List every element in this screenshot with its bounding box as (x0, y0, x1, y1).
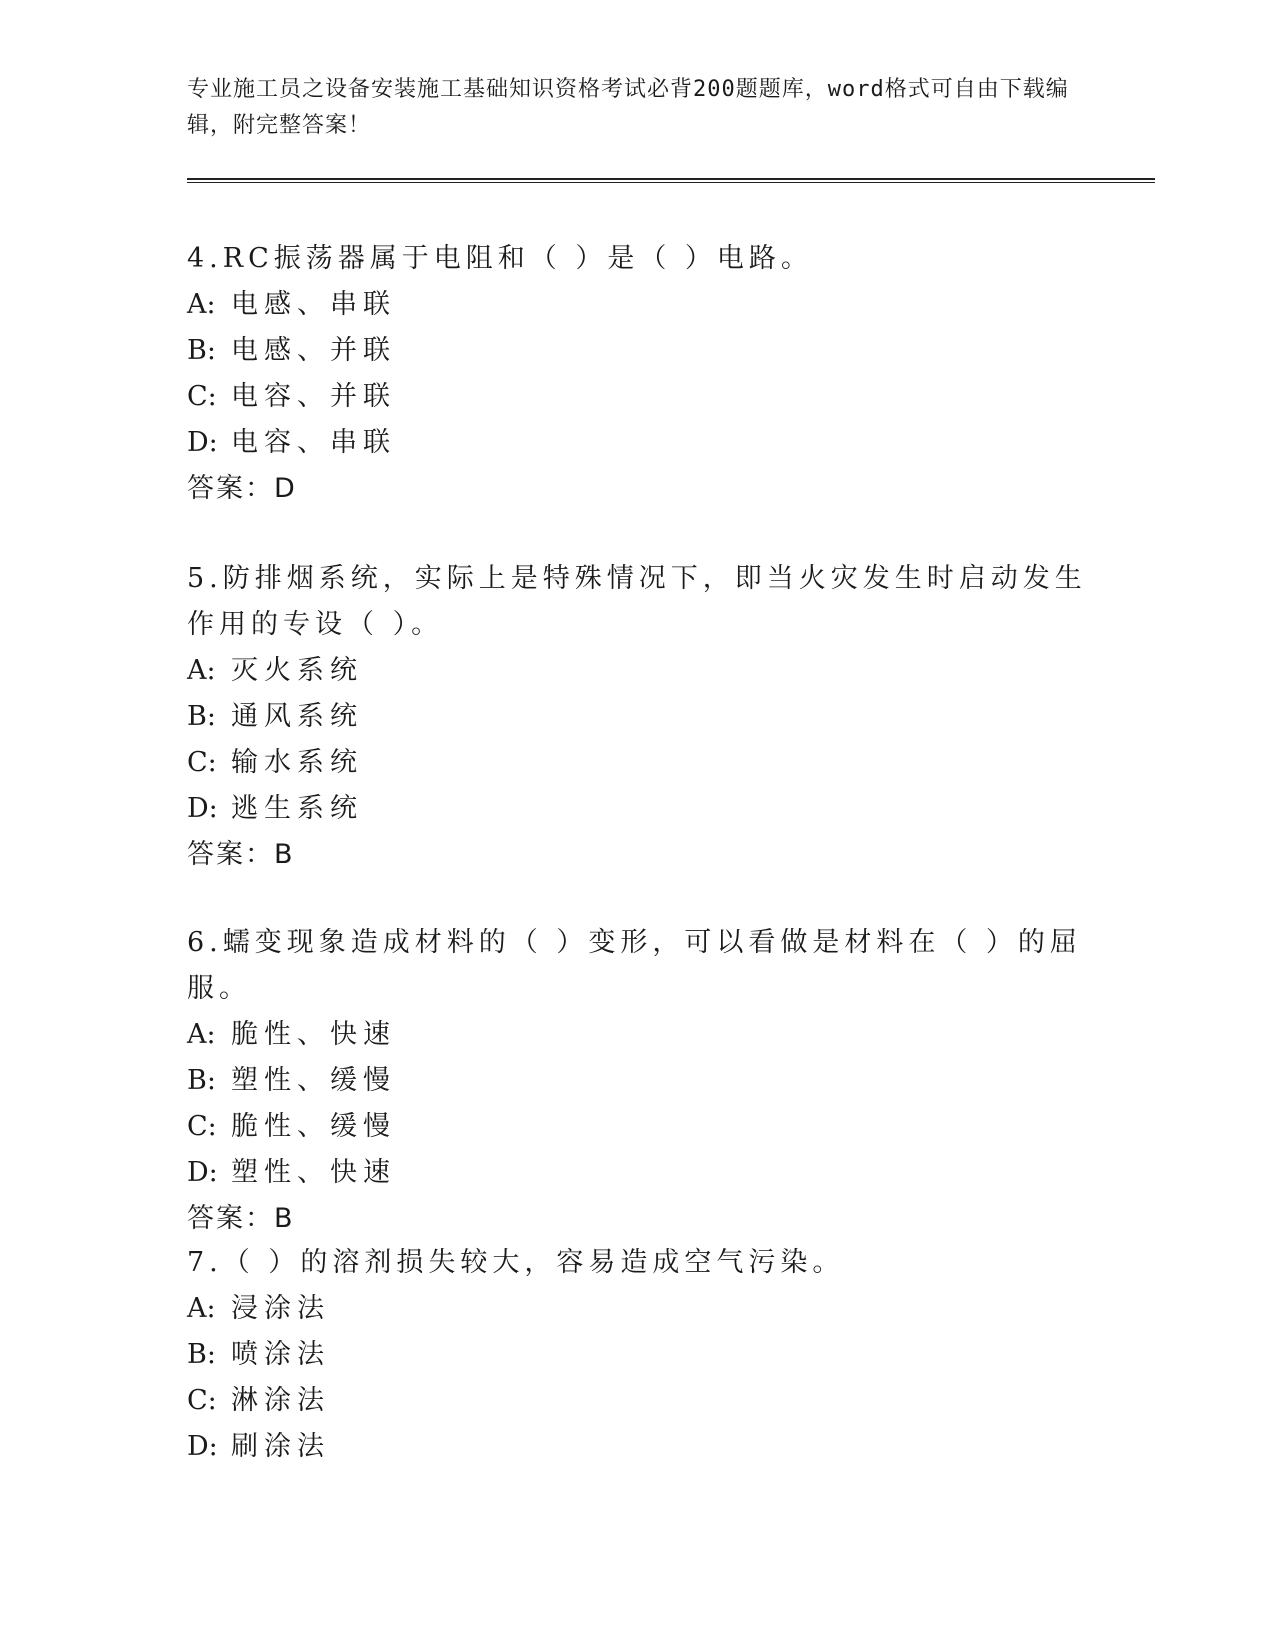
option-text: 喷涂法 (231, 1339, 330, 1370)
option-text: 通风系统 (231, 701, 363, 732)
question-6 (187, 920, 1087, 1242)
option-a (187, 1012, 1087, 1058)
option-letter: B: (187, 1339, 216, 1370)
document-header: 专业施工员之设备安装施工基础知识资格考试必背200题题库，word格式可自由下载编辑，附完整答案！ (187, 77, 1069, 138)
question-4 (187, 236, 1087, 512)
option-c (187, 740, 1087, 786)
option-c (187, 1378, 1087, 1424)
answer-line: 答案：B (187, 839, 295, 870)
option-text: 刷涂法 (231, 1431, 330, 1462)
option-d (187, 1424, 1087, 1470)
option-d (187, 420, 1087, 466)
option-text: 电容、串联 (231, 427, 396, 458)
option-a (187, 282, 1087, 328)
option-c (187, 374, 1087, 420)
option-a (187, 1286, 1087, 1332)
question-stem: 5.防排烟系统，实际上是特殊情况下，即当火灾发生时启动发生作用的专设（ ）。 (187, 563, 1087, 640)
option-letter: B: (187, 701, 216, 732)
option-text: 灭火系统 (231, 655, 363, 686)
option-text: 塑性、快速 (231, 1157, 396, 1188)
option-text: 逃生系统 (231, 793, 363, 824)
question-stem: 6.蠕变现象造成材料的（ ）变形，可以看做是材料在（ ）的屈服。 (187, 927, 1082, 1004)
answer-line: 答案：B (187, 1203, 295, 1234)
option-letter: A: (187, 655, 216, 686)
option-letter: D: (187, 1431, 218, 1462)
option-letter: C: (187, 1111, 217, 1142)
option-letter: A: (187, 1019, 216, 1050)
option-text: 淋涂法 (231, 1385, 330, 1416)
question-stem: 7.（ ）的溶剂损失较大，容易造成空气污染。 (187, 1247, 845, 1278)
option-text: 电感、串联 (231, 289, 396, 320)
header-divider (187, 178, 1155, 184)
option-text: 输水系统 (231, 747, 363, 778)
option-text: 浸涂法 (231, 1293, 330, 1324)
answer-line: 答案：D (187, 473, 297, 504)
option-d (187, 786, 1087, 832)
option-text: 电感、并联 (231, 335, 396, 366)
option-text: 电容、并联 (231, 381, 396, 412)
option-text: 脆性、快速 (231, 1019, 396, 1050)
option-letter: B: (187, 1065, 216, 1096)
question-7 (187, 1240, 1087, 1470)
header-divider-thin (187, 182, 1155, 183)
option-letter: A: (187, 289, 216, 320)
option-letter: D: (187, 427, 218, 458)
question-stem: 4.RC振荡器属于电阻和（ ）是（ ）电路。 (187, 243, 813, 274)
option-letter: C: (187, 1385, 217, 1416)
header-divider-thick (187, 178, 1155, 180)
option-b (187, 328, 1087, 374)
option-text: 脆性、缓慢 (231, 1111, 396, 1142)
question-5 (187, 556, 1087, 878)
option-letter: B: (187, 335, 216, 366)
option-text: 塑性、缓慢 (231, 1065, 396, 1096)
option-c (187, 1104, 1087, 1150)
option-letter: D: (187, 793, 218, 824)
option-d (187, 1150, 1087, 1196)
option-letter: C: (187, 381, 217, 412)
option-b (187, 1332, 1087, 1378)
option-a (187, 648, 1087, 694)
option-b (187, 694, 1087, 740)
option-letter: A: (187, 1293, 216, 1324)
option-letter: C: (187, 747, 217, 778)
option-b (187, 1058, 1087, 1104)
option-letter: D: (187, 1157, 218, 1188)
